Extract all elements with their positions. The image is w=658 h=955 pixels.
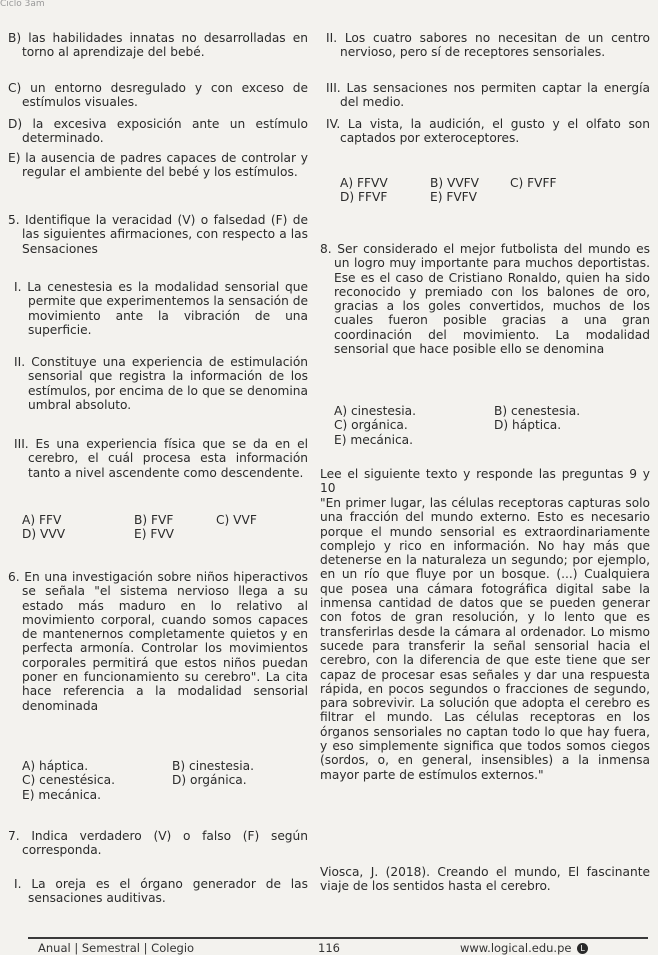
q5-statement-1: I. La cenestesia es la modalidad sensorial que permite que experimentemos la sensación de movimiento ante la vibración de una superficie. bbox=[14, 280, 308, 337]
q5-statement-2: II. Constituye una experiencia de estimulación sensorial que registra la información de los estímulos, por encima de lo que se denomina umbral absoluto. bbox=[14, 355, 308, 412]
reading-text: "En primer lugar, las células receptoras capturas solo una fracción del mundo externo. Esto es necesario porque el mundo sensorial es extraordinariamente complejo y rico en información. No hay más que detenerse en la naturaleza un segundo; por ejemplo, en un río que fluye por un bosque. (...) Cualquiera que posea una cámara fotográfica digital sabe la inmensa cantidad de datos que se pueden generar con fotos de gran resolución, y lo lento que es transferirlas desde la cámara al ordenador. Lo mismo sucede para transferir la señal sensorial hacia el cerebro, con la diferencia de que este tiene que ser capaz de procesar esas señales y dar una respuesta rápida, en pocos segundos o fracciones de segundo, para sobrevivir. La solución que adopta el cerebro es filtrar el mundo. Las células receptoras en los órganos sensoriales no captan todo lo que hay fuera, y eso simplemente significa que todos somos ciegos (sordos, o, en general, insensibles) a la inmensa mayor parte de estímulos externos." bbox=[320, 496, 650, 782]
q6-option-e: E) mecánica. bbox=[22, 787, 102, 802]
q6-options bbox=[8, 759, 308, 802]
q7-statement-2: II. Los cuatro sabores no necesitan de un centro nervioso, pero sí de receptores sensoriales. bbox=[326, 31, 650, 60]
q5-stem: 5. Identifique la veracidad (V) o falsedad (F) de las siguientes afirmaciones, con respecto a las Sensaciones bbox=[8, 213, 308, 256]
q4-option-c: C) un entorno desregulado y con exceso de estímulos visuales. bbox=[8, 81, 308, 110]
q7-stem: 7. Indica verdadero (V) o falso (F) según corresponda. bbox=[8, 829, 308, 858]
q6-option-a: A) háptica. bbox=[22, 759, 89, 773]
footer-site bbox=[460, 941, 588, 955]
q6-option-d: D) orgánica. bbox=[172, 773, 247, 788]
q5-option-c: C) VVF bbox=[216, 513, 257, 527]
q7-option-c: C) FVFF bbox=[510, 176, 557, 190]
q7-statement-4: IV. La vista, la audición, el gusto y el olfato son captados por exteroceptores. bbox=[326, 117, 650, 146]
q6-stem: 6. En una investigación sobre niños hiperactivos se señala "el sistema nervioso llega a su estado más maduro en lo relativo al movimiento corporal, cuando somos capaces de mantenernos completamente quietos y en perfecta armonía. Controlar los movimientos corporales permitirá que estos niños puedan poner en funcionamiento su cerebro". La cita hace referencia a la modalidad sensorial denominada bbox=[8, 570, 308, 713]
q7-statement-3: III. Las sensaciones nos permiten captar la energía del medio. bbox=[326, 81, 650, 110]
q6-option-c: C) cenestésica. bbox=[22, 773, 115, 788]
q7-statement-1: I. La oreja es el órgano generador de las sensaciones auditivas. bbox=[14, 877, 308, 906]
q8-option-d: D) háptica. bbox=[494, 418, 562, 433]
q5-option-b: B) FVF bbox=[134, 513, 174, 527]
q7-option-e: E) FVFV bbox=[430, 190, 478, 205]
q7-options bbox=[320, 176, 650, 205]
q5-option-e: E) FVV bbox=[134, 527, 175, 542]
reading-intro: Lee el siguiente texto y responde las preguntas 9 y 10 bbox=[320, 467, 650, 496]
q4-option-b: B) las habilidades innatas no desarrolladas en torno al aprendizaje del bebé. bbox=[8, 31, 308, 60]
q8-stem: 8. Ser considerado el mejor futbolista del mundo es un logro muy importante para muchos deportistas. Ese es el caso de Cristiano Ronaldo, quien ha sido reconocido y premiado con los balones de oro, gracias a los goles convertidos, muchos de los cuales fueron posible gracias a una gran coordinación del movimiento. La modalidad sensorial que hace posible ello se denomina bbox=[320, 242, 650, 357]
footer-rule bbox=[28, 937, 648, 939]
site-url: www.logical.edu.pe bbox=[460, 941, 572, 955]
q5-option-a: A) FFV bbox=[22, 513, 62, 527]
q7-option-a: A) FFVV bbox=[340, 176, 388, 190]
q5-option-d: D) VVV bbox=[22, 527, 66, 542]
q7-option-d: D) FFVF bbox=[340, 190, 388, 205]
q5-statement-3: III. Es una experiencia física que se da en el cerebro, el cuál procesa esta información tanto a nivel ascendente como descendente. bbox=[14, 437, 308, 480]
q4-option-e: E) la ausencia de padres capaces de controlar y regular el ambiente del bebé y los estímulos. bbox=[8, 151, 308, 180]
footer-label: Anual | Semestral | Colegio bbox=[38, 941, 195, 955]
reading-citation: Viosca, J. (2018). Creando el mundo, El fascinante viaje de los sentidos hasta el cerebro. bbox=[320, 865, 650, 894]
logical-logo-icon: L bbox=[577, 943, 588, 954]
q5-options bbox=[8, 513, 308, 542]
q8-option-b: B) cenestesia. bbox=[494, 404, 581, 418]
q7-option-b: B) VVFV bbox=[430, 176, 480, 190]
cropped-header: Ciclo 3am bbox=[0, 0, 45, 9]
page-number: 116 bbox=[318, 941, 340, 955]
q4-option-d: D) la excesiva exposición ante un estímulo determinado. bbox=[8, 117, 308, 146]
q8-option-c: C) orgánica. bbox=[334, 418, 408, 433]
q6-option-b: B) cinestesia. bbox=[172, 759, 255, 773]
q8-option-a: A) cinestesia. bbox=[334, 404, 416, 418]
q8-option-e: E) mecánica. bbox=[334, 432, 414, 447]
q8-options bbox=[320, 404, 650, 447]
